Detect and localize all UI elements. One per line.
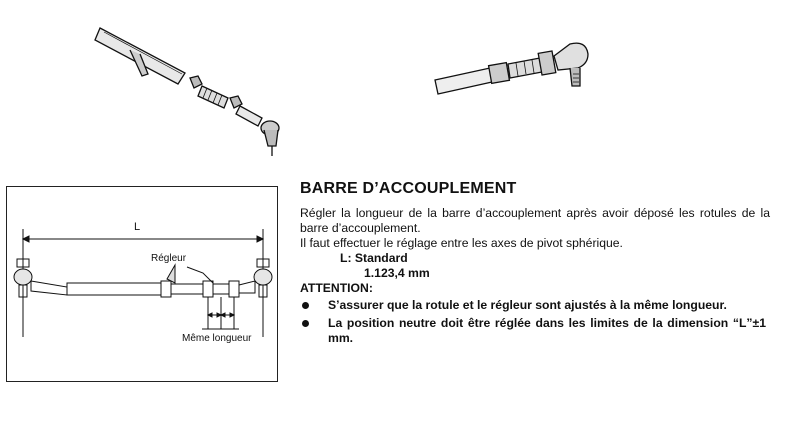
same-length-label: Même longueur	[182, 333, 252, 344]
dimension-l-label: L	[134, 221, 141, 233]
list-item	[300, 316, 766, 346]
attention-list	[300, 298, 770, 346]
spec-value: 1.123,4 mm	[364, 266, 430, 280]
tie-rod-dimension-diagram	[6, 186, 278, 382]
adjuster-label: Régleur	[151, 253, 187, 264]
instructions-section	[300, 180, 770, 349]
bullet-text: S’assurer que la rotule et le régleur sont ajustés à la même longueur.	[328, 298, 727, 312]
section-title: BARRE D’ACCOUPLEMENT	[300, 180, 517, 197]
ball-joint-closeup-illustration	[430, 30, 600, 110]
attention-label: ATTENTION:	[300, 281, 373, 295]
paragraph-2: Il faut effectuer le réglage entre les axes de pivot sphérique.	[300, 236, 623, 250]
paragraph-1: Régler la longueur de la barre d’accouplement après avoir déposé les rotules de la barre d’accouplement.	[300, 206, 770, 235]
bullet-icon	[302, 302, 309, 309]
bullet-text: La position neutre doit être réglée dans les limites de la dimension “L”±1 mm.	[328, 316, 766, 345]
tie-rod-exploded-illustration	[90, 18, 300, 158]
bullet-icon	[302, 320, 309, 327]
list-item	[300, 298, 766, 313]
spec-label: L: Standard	[340, 251, 408, 265]
